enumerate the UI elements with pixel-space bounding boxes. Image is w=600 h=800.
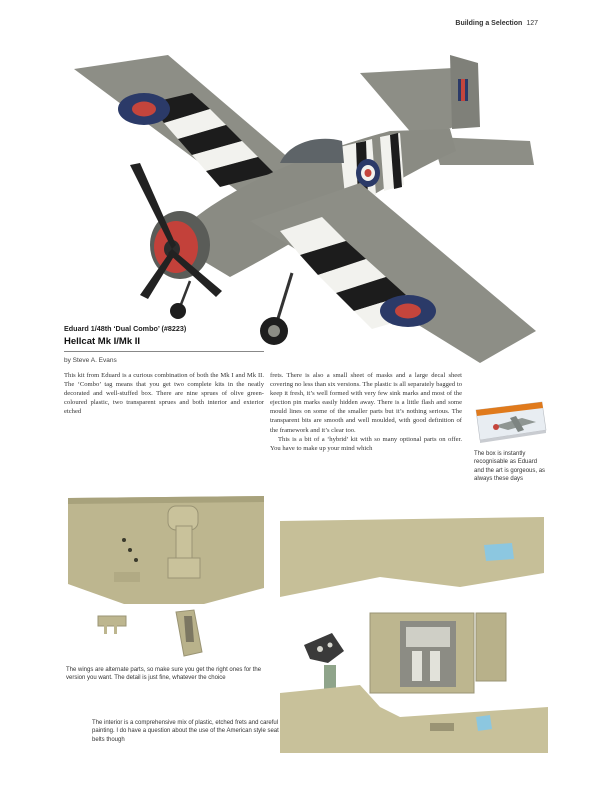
article-kicker: Eduard 1/48th ‘Dual Combo’ (#8223) [64,324,187,333]
wing-parts-photo [64,492,269,667]
article-title: Hellcat Mk I/Mk II [64,336,141,347]
interior-parts-photo [280,517,548,753]
byline: by Steve A. Evans [64,357,117,364]
running-head [455,20,538,27]
interior-caption: The interior is a comprehensive mix of plastic, etched frets and careful painting. I do have a question about the use of the American style seat belts though [92,720,279,743]
wings-caption: The wings are alternate parts, so make sure you get the right ones for the version you want. The detail is just fine, whatever the choice [66,667,262,682]
body-column-2 [270,371,462,453]
page-number: 127 [526,20,538,27]
box-caption: The box is instantly recognisable as Eduard and the art is gorgeous, as always these days [474,451,546,482]
body-column-1: This kit from Eduard is a curious combination of both the Mk I and Mk II. The ‘Combo’ tag means that you get two complete kits in the neatly decorated and well-stuffed box. There are nine sprues of olive green-coloured plastic, two transparent sprues and both interior and exterior etched [64,372,264,416]
hellcat-model-photo [60,45,550,385]
body-column-2-paragraph-1: frets. There is also a small sheet of masks and a large decal sheet covering no less than six versions. The plastic is all separately bagged to keep it fresh, it’s well formed with very few sink marks and most of the ejection pin marks easily hidden away. There is a little flash and some mould lines on some of the smaller parts but it’s nothing serious. The transparent bits are smooth and well moulded, with good definition of the framework and it’s clear too. [270,372,462,434]
eduard-box-photo [474,400,548,444]
section-title: Building a Selection [455,20,523,27]
body-column-2-paragraph-2: This is a bit of a ‘hybrid’ kit with so many optional parts on offer. You have to make up your mind which [270,435,462,452]
title-rule [64,351,264,352]
